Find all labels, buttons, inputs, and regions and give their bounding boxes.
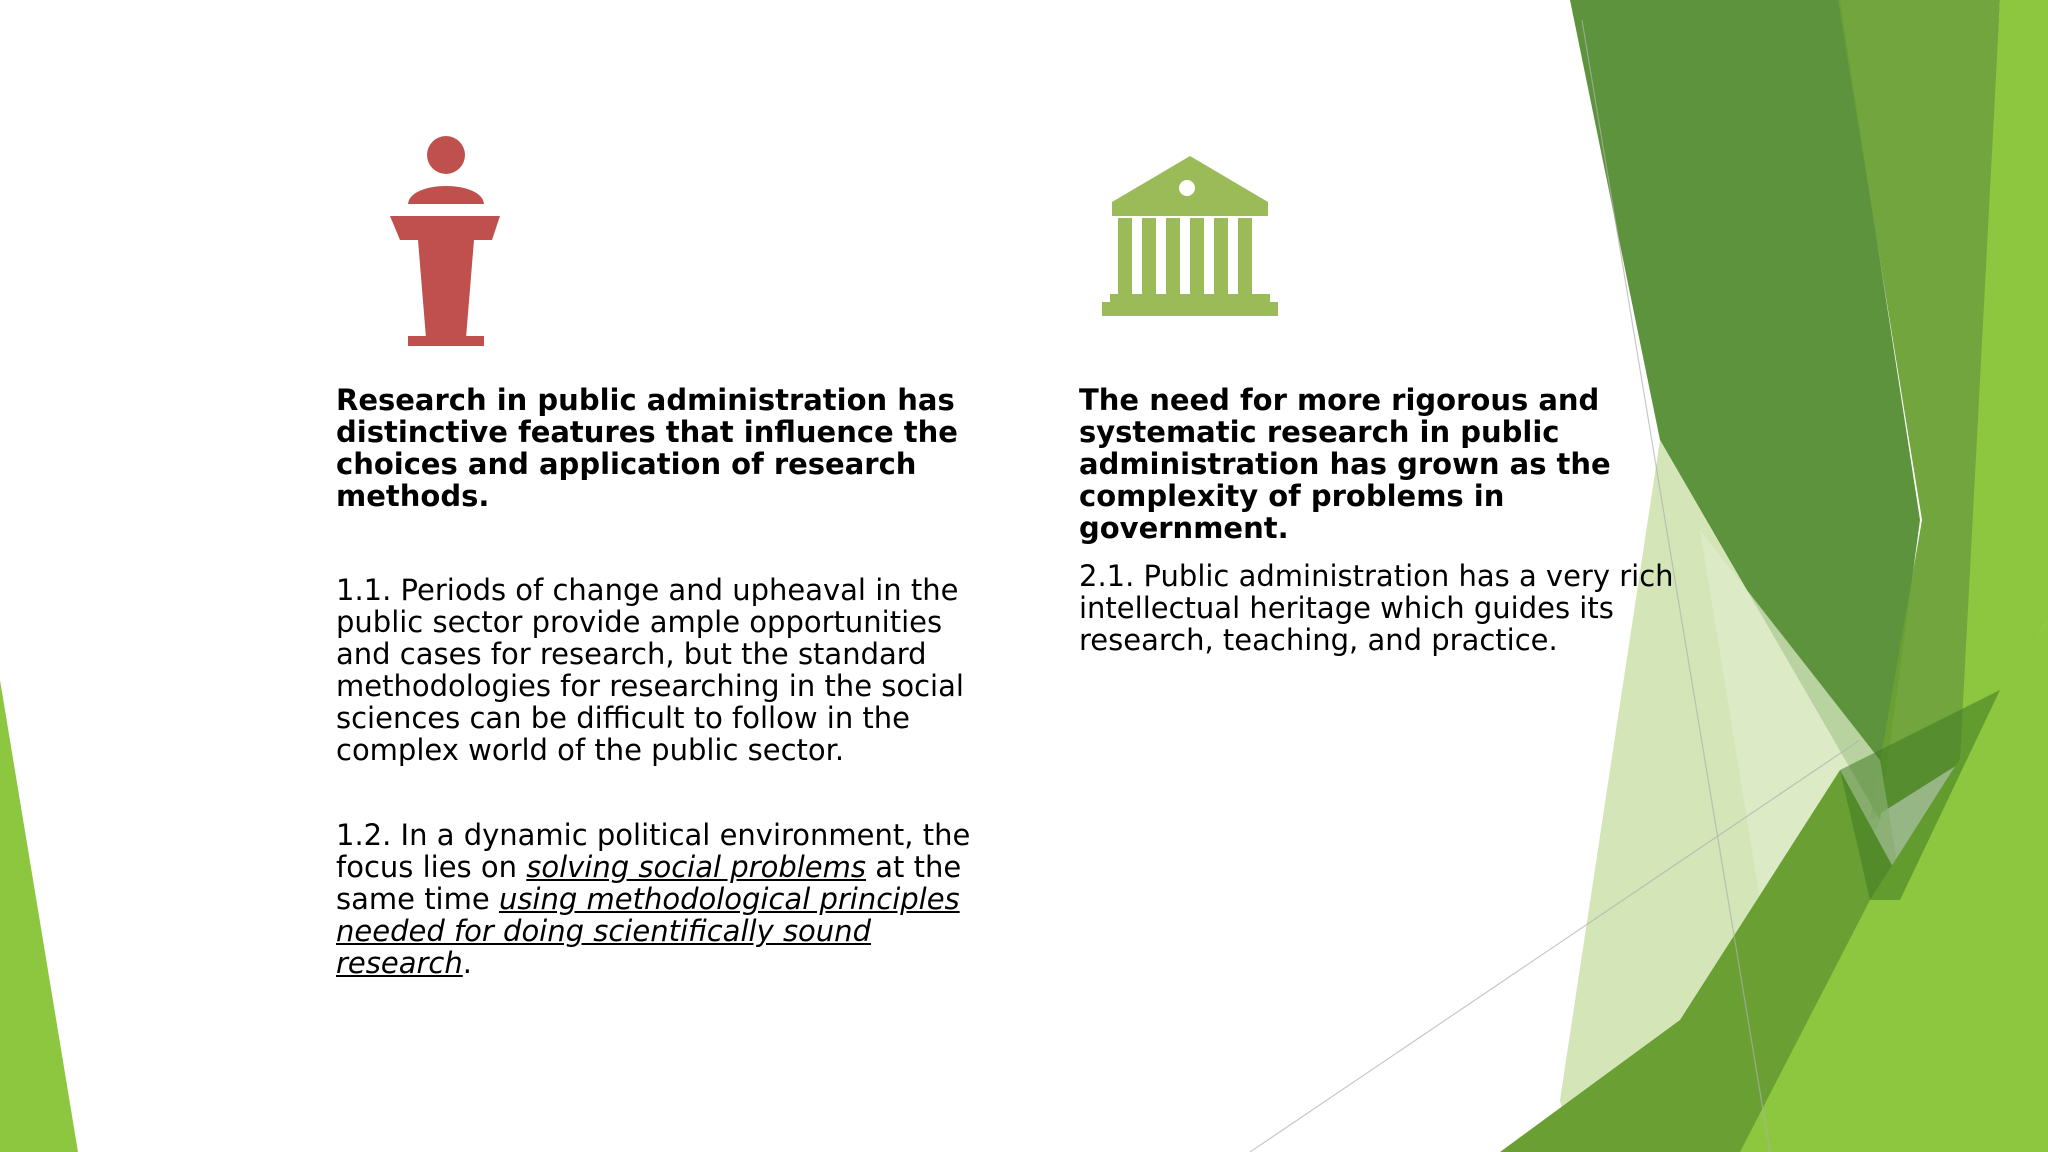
emphasis-solving-social-problems: solving social problems bbox=[526, 850, 867, 884]
p12-text-1: 1.2. In a dynamic political environment, the focus lies on bbox=[336, 818, 971, 884]
left-heading: Research in public administration has distinctive features that influence the choices and application of research methods. bbox=[336, 383, 958, 513]
left-column bbox=[336, 384, 976, 979]
right-heading: The need for more rigorous and systematic research in public administration has grown as the complexity of problems in government. bbox=[1079, 383, 1611, 545]
paragraph-2-1: 2.1. Public administration has a very rich intellectual heritage which guides its research, teaching, and practice. bbox=[1079, 559, 1674, 657]
paragraph-1-2 bbox=[336, 819, 976, 979]
p12-text-3: . bbox=[462, 946, 472, 980]
paragraph-1-1: 1.1. Periods of change and upheaval in the public sector provide ample opportunities and cases for research, but the standard methodologies for researching in the social sciences can be difficult to follow in the complex world of the public sector. bbox=[336, 573, 964, 767]
podium-speaker-icon bbox=[386, 132, 502, 346]
right-column bbox=[1079, 384, 1719, 656]
p12-text-2: at the same time bbox=[336, 850, 962, 916]
emphasis-methodological-principles: using methodological principles needed for doing scientifically sound research bbox=[336, 882, 960, 980]
bank-building-icon bbox=[1100, 154, 1280, 324]
left-edge-facet bbox=[0, 680, 78, 1152]
